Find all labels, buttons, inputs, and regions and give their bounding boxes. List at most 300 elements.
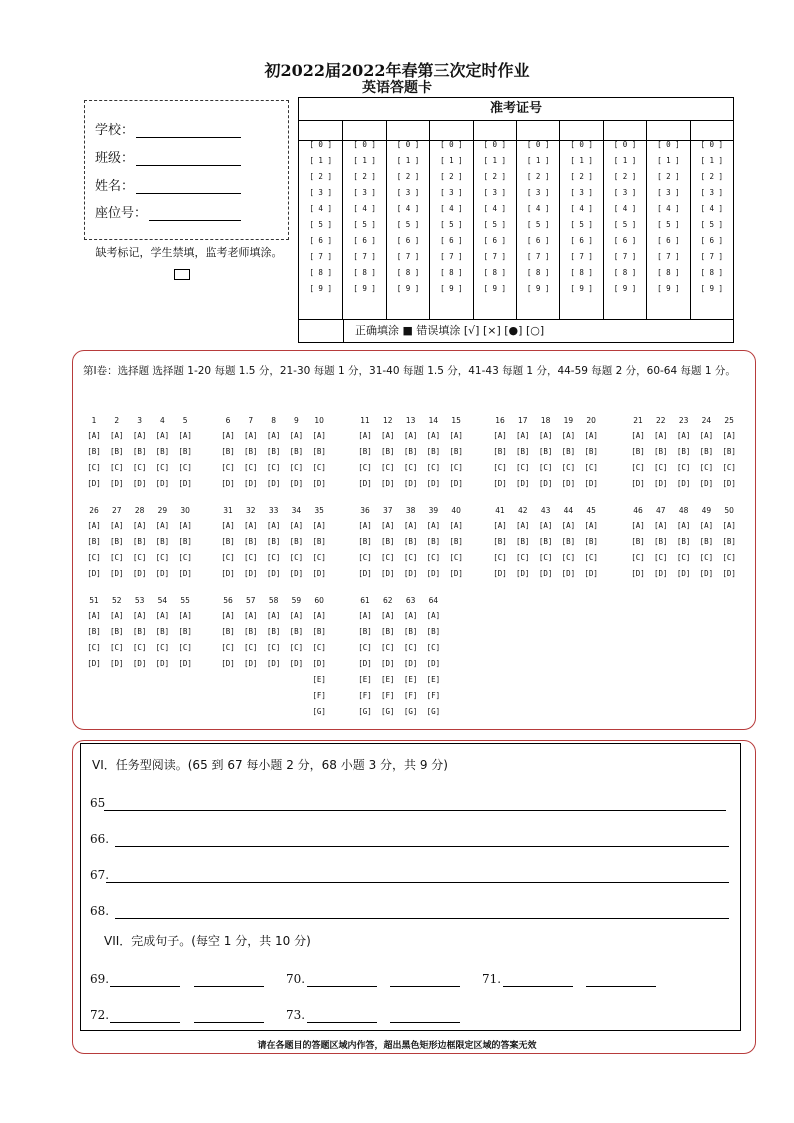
- answer-bubble[interactable]: [D]: [178, 479, 192, 488]
- answer-bubble[interactable]: [B]: [584, 447, 598, 456]
- answer-bubble[interactable]: [B]: [699, 537, 714, 546]
- answer-bubble[interactable]: [B]: [676, 537, 691, 546]
- answer-bubble[interactable]: [D]: [426, 659, 441, 668]
- answer-bubble[interactable]: [A]: [449, 521, 463, 530]
- answer-bubble[interactable]: [C]: [358, 553, 372, 562]
- answer-bubble[interactable]: [C]: [449, 553, 463, 562]
- q71-blank-2[interactable]: [586, 986, 656, 987]
- answer-bubble[interactable]: [C]: [631, 553, 645, 562]
- exam-id-bubble[interactable]: [ 8 ]: [483, 268, 507, 277]
- exam-id-write-cell[interactable]: [647, 120, 689, 141]
- answer-bubble[interactable]: [B]: [426, 447, 441, 456]
- answer-bubble[interactable]: [C]: [699, 463, 714, 472]
- exam-id-bubble[interactable]: [ 0 ]: [657, 140, 680, 149]
- answer-bubble[interactable]: [A]: [244, 431, 258, 440]
- answer-bubble[interactable]: [F]: [381, 691, 395, 700]
- answer-bubble[interactable]: [A]: [584, 521, 598, 530]
- exam-id-bubble[interactable]: [ 2 ]: [483, 172, 507, 181]
- school-field[interactable]: [95, 119, 241, 138]
- answer-bubble[interactable]: [C]: [493, 463, 507, 472]
- exam-id-bubble[interactable]: [ 2 ]: [309, 172, 332, 181]
- answer-bubble[interactable]: [B]: [493, 447, 507, 456]
- answer-bubble[interactable]: [C]: [221, 553, 235, 562]
- name-field[interactable]: [95, 175, 241, 194]
- answer-bubble[interactable]: [B]: [631, 537, 645, 546]
- answer-bubble[interactable]: [A]: [289, 521, 304, 530]
- exam-id-bubble[interactable]: [ 3 ]: [353, 188, 376, 197]
- answer-bubble[interactable]: [B]: [381, 537, 395, 546]
- answer-bubble[interactable]: [G]: [312, 707, 326, 716]
- answer-bubble[interactable]: [D]: [178, 659, 192, 668]
- answer-bubble[interactable]: [A]: [87, 521, 101, 530]
- answer-bubble[interactable]: [A]: [493, 521, 507, 530]
- answer-bubble[interactable]: [A]: [676, 521, 691, 530]
- answer-bubble[interactable]: [A]: [381, 431, 395, 440]
- answer-bubble[interactable]: [B]: [722, 537, 736, 546]
- answer-bubble[interactable]: [D]: [244, 569, 258, 578]
- answer-bubble[interactable]: [A]: [266, 611, 281, 620]
- answer-bubble[interactable]: [C]: [538, 553, 553, 562]
- answer-bubble[interactable]: [D]: [155, 659, 170, 668]
- exam-id-bubble[interactable]: [ 4 ]: [700, 204, 724, 213]
- answer-bubble[interactable]: [B]: [221, 447, 235, 456]
- answer-bubble[interactable]: [C]: [722, 553, 736, 562]
- answer-bubble[interactable]: [C]: [87, 643, 101, 652]
- exam-id-bubble[interactable]: [ 0 ]: [396, 140, 420, 149]
- q73-blank-1[interactable]: [307, 1022, 377, 1023]
- q72-blank-2[interactable]: [194, 1022, 264, 1023]
- answer-bubble[interactable]: [A]: [381, 611, 395, 620]
- answer-bubble[interactable]: [D]: [584, 479, 598, 488]
- exam-id-write-cell[interactable]: [430, 120, 472, 141]
- answer-bubble[interactable]: [B]: [221, 627, 235, 636]
- answer-bubble[interactable]: [A]: [561, 431, 576, 440]
- exam-id-bubble[interactable]: [ 7 ]: [700, 252, 724, 261]
- exam-id-bubble[interactable]: [ 9 ]: [570, 284, 593, 293]
- exam-id-bubble[interactable]: [ 8 ]: [570, 268, 593, 277]
- exam-id-write-cell[interactable]: [691, 120, 733, 141]
- answer-bubble[interactable]: [D]: [221, 659, 235, 668]
- answer-bubble[interactable]: [A]: [584, 431, 598, 440]
- answer-bubble[interactable]: [B]: [312, 537, 326, 546]
- answer-bubble[interactable]: [F]: [312, 691, 326, 700]
- answer-bubble[interactable]: [A]: [178, 521, 192, 530]
- answer-bubble[interactable]: [B]: [110, 627, 124, 636]
- q67-answer-line[interactable]: [106, 882, 729, 883]
- exam-id-bubble[interactable]: [ 8 ]: [657, 268, 680, 277]
- answer-bubble[interactable]: [A]: [449, 431, 463, 440]
- exam-id-write-cell[interactable]: [604, 120, 646, 141]
- answer-bubble[interactable]: [F]: [426, 691, 441, 700]
- answer-bubble[interactable]: [C]: [561, 463, 576, 472]
- answer-bubble[interactable]: [A]: [358, 611, 372, 620]
- answer-bubble[interactable]: [B]: [538, 537, 553, 546]
- exam-id-bubble[interactable]: [ 2 ]: [440, 172, 463, 181]
- answer-bubble[interactable]: [D]: [132, 479, 147, 488]
- answer-bubble[interactable]: [C]: [403, 463, 418, 472]
- answer-bubble[interactable]: [E]: [358, 675, 372, 684]
- answer-bubble[interactable]: [D]: [516, 479, 530, 488]
- exam-id-bubble[interactable]: [ 1 ]: [353, 156, 376, 165]
- answer-bubble[interactable]: [D]: [87, 569, 101, 578]
- exam-id-bubble[interactable]: [ 1 ]: [396, 156, 420, 165]
- answer-bubble[interactable]: [D]: [244, 659, 258, 668]
- answer-bubble[interactable]: [A]: [426, 521, 441, 530]
- exam-id-bubble[interactable]: [ 4 ]: [483, 204, 507, 213]
- answer-bubble[interactable]: [A]: [699, 431, 714, 440]
- exam-id-write-cell[interactable]: [343, 120, 385, 141]
- answer-bubble[interactable]: [C]: [155, 643, 170, 652]
- exam-id-write-cell[interactable]: [517, 120, 559, 141]
- exam-id-bubble[interactable]: [ 2 ]: [353, 172, 376, 181]
- answer-bubble[interactable]: [A]: [132, 431, 147, 440]
- q66-answer-line[interactable]: [115, 846, 729, 847]
- answer-bubble[interactable]: [C]: [516, 463, 530, 472]
- exam-id-write-cell[interactable]: [299, 120, 342, 141]
- answer-bubble[interactable]: [D]: [631, 479, 645, 488]
- answer-bubble[interactable]: [D]: [266, 569, 281, 578]
- answer-bubble[interactable]: [D]: [493, 479, 507, 488]
- exam-id-bubble[interactable]: [ 5 ]: [526, 220, 550, 229]
- exam-id-bubble[interactable]: [ 9 ]: [526, 284, 550, 293]
- exam-id-bubble[interactable]: [ 2 ]: [526, 172, 550, 181]
- answer-bubble[interactable]: [C]: [426, 463, 441, 472]
- answer-bubble[interactable]: [D]: [699, 479, 714, 488]
- answer-bubble[interactable]: [A]: [221, 611, 235, 620]
- exam-id-bubble[interactable]: [ 4 ]: [396, 204, 420, 213]
- answer-bubble[interactable]: [A]: [244, 611, 258, 620]
- exam-id-bubble[interactable]: [ 7 ]: [309, 252, 332, 261]
- answer-bubble[interactable]: [B]: [538, 447, 553, 456]
- exam-id-bubble[interactable]: [ 7 ]: [526, 252, 550, 261]
- exam-id-bubble[interactable]: [ 3 ]: [483, 188, 507, 197]
- answer-bubble[interactable]: [D]: [584, 569, 598, 578]
- answer-bubble[interactable]: [C]: [178, 643, 192, 652]
- exam-id-bubble[interactable]: [ 1 ]: [309, 156, 332, 165]
- exam-id-bubble[interactable]: [ 5 ]: [353, 220, 376, 229]
- answer-bubble[interactable]: [A]: [110, 521, 124, 530]
- answer-bubble[interactable]: [D]: [289, 479, 304, 488]
- answer-bubble[interactable]: [D]: [110, 659, 124, 668]
- exam-id-bubble[interactable]: [ 9 ]: [353, 284, 376, 293]
- answer-bubble[interactable]: [D]: [449, 479, 463, 488]
- exam-id-bubble[interactable]: [ 8 ]: [440, 268, 463, 277]
- exam-id-bubble[interactable]: [ 7 ]: [483, 252, 507, 261]
- answer-bubble[interactable]: [D]: [312, 569, 326, 578]
- answer-bubble[interactable]: [E]: [426, 675, 441, 684]
- exam-id-bubble[interactable]: [ 4 ]: [613, 204, 637, 213]
- answer-bubble[interactable]: [D]: [493, 569, 507, 578]
- answer-bubble[interactable]: [C]: [654, 463, 668, 472]
- answer-bubble[interactable]: [C]: [110, 553, 124, 562]
- answer-bubble[interactable]: [B]: [178, 627, 192, 636]
- answer-bubble[interactable]: [B]: [403, 627, 418, 636]
- answer-bubble[interactable]: [B]: [87, 447, 101, 456]
- answer-bubble[interactable]: [B]: [676, 447, 691, 456]
- answer-bubble[interactable]: [A]: [289, 611, 304, 620]
- exam-id-bubble[interactable]: [ 8 ]: [700, 268, 724, 277]
- answer-bubble[interactable]: [A]: [266, 431, 281, 440]
- answer-bubble[interactable]: [B]: [449, 537, 463, 546]
- exam-id-bubble[interactable]: [ 7 ]: [570, 252, 593, 261]
- answer-bubble[interactable]: [D]: [87, 659, 101, 668]
- exam-id-bubble[interactable]: [ 3 ]: [613, 188, 637, 197]
- exam-id-bubble[interactable]: [ 0 ]: [570, 140, 593, 149]
- exam-id-bubble[interactable]: [ 1 ]: [657, 156, 680, 165]
- exam-id-bubble[interactable]: [ 4 ]: [526, 204, 550, 213]
- answer-bubble[interactable]: [A]: [244, 521, 258, 530]
- answer-bubble[interactable]: [B]: [110, 537, 124, 546]
- answer-bubble[interactable]: [A]: [87, 431, 101, 440]
- answer-bubble[interactable]: [D]: [561, 569, 576, 578]
- exam-id-bubble[interactable]: [ 2 ]: [570, 172, 593, 181]
- answer-bubble[interactable]: [C]: [132, 553, 147, 562]
- answer-bubble[interactable]: [A]: [676, 431, 691, 440]
- answer-bubble[interactable]: [B]: [631, 447, 645, 456]
- answer-bubble[interactable]: [C]: [266, 553, 281, 562]
- q73-blank-2[interactable]: [390, 1022, 460, 1023]
- exam-id-bubble[interactable]: [ 1 ]: [440, 156, 463, 165]
- answer-bubble[interactable]: [C]: [87, 463, 101, 472]
- exam-id-bubble[interactable]: [ 3 ]: [570, 188, 593, 197]
- answer-bubble[interactable]: [B]: [654, 447, 668, 456]
- answer-bubble[interactable]: [C]: [155, 553, 170, 562]
- answer-bubble[interactable]: [C]: [403, 643, 418, 652]
- exam-id-bubble[interactable]: [ 1 ]: [570, 156, 593, 165]
- exam-id-bubble[interactable]: [ 0 ]: [526, 140, 550, 149]
- answer-bubble[interactable]: [C]: [381, 643, 395, 652]
- answer-bubble[interactable]: [B]: [584, 537, 598, 546]
- answer-bubble[interactable]: [A]: [155, 521, 170, 530]
- exam-id-bubble[interactable]: [ 2 ]: [657, 172, 680, 181]
- exam-id-bubble[interactable]: [ 9 ]: [700, 284, 724, 293]
- answer-bubble[interactable]: [C]: [449, 463, 463, 472]
- answer-bubble[interactable]: [C]: [132, 463, 147, 472]
- answer-bubble[interactable]: [B]: [312, 447, 326, 456]
- answer-bubble[interactable]: [C]: [426, 643, 441, 652]
- answer-bubble[interactable]: [C]: [561, 553, 576, 562]
- answer-bubble[interactable]: [B]: [426, 537, 441, 546]
- answer-bubble[interactable]: [C]: [403, 553, 418, 562]
- answer-bubble[interactable]: [C]: [584, 463, 598, 472]
- answer-bubble[interactable]: [A]: [631, 431, 645, 440]
- exam-id-write-cell[interactable]: [560, 120, 602, 141]
- answer-bubble[interactable]: [C]: [493, 553, 507, 562]
- answer-bubble[interactable]: [C]: [312, 643, 326, 652]
- exam-id-bubble[interactable]: [ 7 ]: [353, 252, 376, 261]
- exam-id-bubble[interactable]: [ 9 ]: [483, 284, 507, 293]
- answer-bubble[interactable]: [C]: [312, 463, 326, 472]
- exam-id-bubble[interactable]: [ 3 ]: [700, 188, 724, 197]
- answer-bubble[interactable]: [D]: [155, 479, 170, 488]
- exam-id-bubble[interactable]: [ 0 ]: [309, 140, 332, 149]
- answer-bubble[interactable]: [A]: [358, 431, 372, 440]
- answer-bubble[interactable]: [C]: [266, 643, 281, 652]
- absent-checkbox[interactable]: [174, 269, 190, 280]
- answer-bubble[interactable]: [B]: [266, 627, 281, 636]
- answer-bubble[interactable]: [D]: [358, 569, 372, 578]
- answer-bubble[interactable]: [B]: [244, 447, 258, 456]
- answer-bubble[interactable]: [D]: [654, 569, 668, 578]
- exam-id-bubble[interactable]: [ 5 ]: [613, 220, 637, 229]
- q69-blank-2[interactable]: [194, 986, 264, 987]
- answer-bubble[interactable]: [G]: [381, 707, 395, 716]
- answer-bubble[interactable]: [C]: [722, 463, 736, 472]
- answer-bubble[interactable]: [D]: [289, 659, 304, 668]
- answer-bubble[interactable]: [B]: [289, 447, 304, 456]
- answer-bubble[interactable]: [B]: [87, 537, 101, 546]
- exam-id-bubble[interactable]: [ 0 ]: [613, 140, 637, 149]
- answer-bubble[interactable]: [B]: [289, 537, 304, 546]
- answer-bubble[interactable]: [A]: [538, 521, 553, 530]
- answer-bubble[interactable]: [B]: [358, 447, 372, 456]
- exam-id-bubble[interactable]: [ 5 ]: [309, 220, 332, 229]
- answer-bubble[interactable]: [G]: [358, 707, 372, 716]
- answer-bubble[interactable]: [B]: [244, 627, 258, 636]
- answer-bubble[interactable]: [A]: [426, 431, 441, 440]
- answer-bubble[interactable]: [B]: [266, 537, 281, 546]
- answer-bubble[interactable]: [A]: [403, 431, 418, 440]
- answer-bubble[interactable]: [A]: [631, 521, 645, 530]
- answer-bubble[interactable]: [A]: [699, 521, 714, 530]
- answer-bubble[interactable]: [B]: [516, 537, 530, 546]
- answer-bubble[interactable]: [B]: [266, 447, 281, 456]
- answer-bubble[interactable]: [C]: [244, 553, 258, 562]
- exam-id-bubble[interactable]: [ 4 ]: [570, 204, 593, 213]
- q72-blank-1[interactable]: [110, 1022, 180, 1023]
- answer-bubble[interactable]: [C]: [110, 643, 124, 652]
- exam-id-bubble[interactable]: [ 5 ]: [700, 220, 724, 229]
- answer-bubble[interactable]: [B]: [516, 447, 530, 456]
- answer-bubble[interactable]: [A]: [312, 611, 326, 620]
- answer-bubble[interactable]: [C]: [676, 463, 691, 472]
- exam-id-bubble[interactable]: [ 8 ]: [396, 268, 420, 277]
- exam-id-bubble[interactable]: [ 7 ]: [657, 252, 680, 261]
- exam-id-bubble[interactable]: [ 6 ]: [483, 236, 507, 245]
- answer-bubble[interactable]: [C]: [266, 463, 281, 472]
- answer-bubble[interactable]: [A]: [654, 521, 668, 530]
- answer-bubble[interactable]: [B]: [132, 627, 147, 636]
- answer-bubble[interactable]: [C]: [381, 553, 395, 562]
- answer-bubble[interactable]: [D]: [426, 569, 441, 578]
- answer-bubble[interactable]: [A]: [538, 431, 553, 440]
- answer-bubble[interactable]: [A]: [493, 431, 507, 440]
- exam-id-bubble[interactable]: [ 9 ]: [613, 284, 637, 293]
- answer-bubble[interactable]: [D]: [426, 479, 441, 488]
- exam-id-bubble[interactable]: [ 7 ]: [613, 252, 637, 261]
- exam-id-bubble[interactable]: [ 9 ]: [657, 284, 680, 293]
- answer-bubble[interactable]: [C]: [358, 643, 372, 652]
- answer-bubble[interactable]: [D]: [722, 479, 736, 488]
- exam-id-bubble[interactable]: [ 8 ]: [309, 268, 332, 277]
- exam-id-bubble[interactable]: [ 1 ]: [483, 156, 507, 165]
- answer-bubble[interactable]: [A]: [654, 431, 668, 440]
- answer-bubble[interactable]: [D]: [403, 479, 418, 488]
- answer-bubble[interactable]: [C]: [244, 643, 258, 652]
- answer-bubble[interactable]: [B]: [110, 447, 124, 456]
- answer-bubble[interactable]: [F]: [358, 691, 372, 700]
- answer-bubble[interactable]: [C]: [87, 553, 101, 562]
- exam-id-bubble[interactable]: [ 6 ]: [657, 236, 680, 245]
- answer-bubble[interactable]: [B]: [132, 447, 147, 456]
- answer-bubble[interactable]: [D]: [266, 479, 281, 488]
- answer-bubble[interactable]: [A]: [155, 431, 170, 440]
- answer-bubble[interactable]: [A]: [403, 611, 418, 620]
- answer-bubble[interactable]: [D]: [132, 569, 147, 578]
- answer-bubble[interactable]: [B]: [449, 447, 463, 456]
- exam-id-write-cell[interactable]: [474, 120, 516, 141]
- answer-bubble[interactable]: [A]: [266, 521, 281, 530]
- answer-bubble[interactable]: [D]: [312, 479, 326, 488]
- exam-id-bubble[interactable]: [ 0 ]: [700, 140, 724, 149]
- answer-bubble[interactable]: [A]: [561, 521, 576, 530]
- exam-id-bubble[interactable]: [ 2 ]: [613, 172, 637, 181]
- answer-bubble[interactable]: [A]: [132, 611, 147, 620]
- seat-field[interactable]: [95, 202, 241, 221]
- exam-id-bubble[interactable]: [ 3 ]: [396, 188, 420, 197]
- answer-bubble[interactable]: [B]: [87, 627, 101, 636]
- answer-bubble[interactable]: [A]: [312, 521, 326, 530]
- exam-id-bubble[interactable]: [ 1 ]: [526, 156, 550, 165]
- answer-bubble[interactable]: [A]: [381, 521, 395, 530]
- exam-id-bubble[interactable]: [ 4 ]: [657, 204, 680, 213]
- exam-id-bubble[interactable]: [ 6 ]: [613, 236, 637, 245]
- answer-bubble[interactable]: [C]: [155, 463, 170, 472]
- answer-bubble[interactable]: [G]: [426, 707, 441, 716]
- answer-bubble[interactable]: [A]: [87, 611, 101, 620]
- exam-id-bubble[interactable]: [ 0 ]: [353, 140, 376, 149]
- exam-id-bubble[interactable]: [ 8 ]: [613, 268, 637, 277]
- answer-bubble[interactable]: [D]: [110, 479, 124, 488]
- exam-id-bubble[interactable]: [ 6 ]: [570, 236, 593, 245]
- exam-id-bubble[interactable]: [ 5 ]: [483, 220, 507, 229]
- exam-id-bubble[interactable]: [ 9 ]: [440, 284, 463, 293]
- answer-bubble[interactable]: [D]: [722, 569, 736, 578]
- answer-bubble[interactable]: [C]: [178, 463, 192, 472]
- answer-bubble[interactable]: [B]: [178, 447, 192, 456]
- answer-bubble[interactable]: [D]: [155, 569, 170, 578]
- answer-bubble[interactable]: [C]: [654, 553, 668, 562]
- answer-bubble[interactable]: [B]: [722, 447, 736, 456]
- answer-bubble[interactable]: [C]: [110, 463, 124, 472]
- answer-bubble[interactable]: [D]: [381, 569, 395, 578]
- answer-bubble[interactable]: [A]: [155, 611, 170, 620]
- answer-bubble[interactable]: [C]: [676, 553, 691, 562]
- answer-bubble[interactable]: [C]: [221, 463, 235, 472]
- answer-bubble[interactable]: [D]: [221, 479, 235, 488]
- q70-blank-2[interactable]: [390, 986, 460, 987]
- answer-bubble[interactable]: [B]: [561, 447, 576, 456]
- answer-bubble[interactable]: [C]: [584, 553, 598, 562]
- answer-bubble[interactable]: [D]: [449, 569, 463, 578]
- exam-id-bubble[interactable]: [ 1 ]: [613, 156, 637, 165]
- answer-bubble[interactable]: [B]: [426, 627, 441, 636]
- answer-bubble[interactable]: [C]: [538, 463, 553, 472]
- answer-bubble[interactable]: [D]: [312, 659, 326, 668]
- answer-bubble[interactable]: [B]: [155, 447, 170, 456]
- answer-bubble[interactable]: [A]: [221, 431, 235, 440]
- answer-bubble[interactable]: [D]: [538, 479, 553, 488]
- answer-bubble[interactable]: [C]: [516, 553, 530, 562]
- answer-bubble[interactable]: [E]: [381, 675, 395, 684]
- q70-blank-1[interactable]: [307, 986, 377, 987]
- answer-bubble[interactable]: [C]: [289, 643, 304, 652]
- answer-bubble[interactable]: [D]: [289, 569, 304, 578]
- answer-bubble[interactable]: [B]: [155, 537, 170, 546]
- answer-bubble[interactable]: [A]: [722, 431, 736, 440]
- exam-id-bubble[interactable]: [ 3 ]: [526, 188, 550, 197]
- answer-bubble[interactable]: [F]: [403, 691, 418, 700]
